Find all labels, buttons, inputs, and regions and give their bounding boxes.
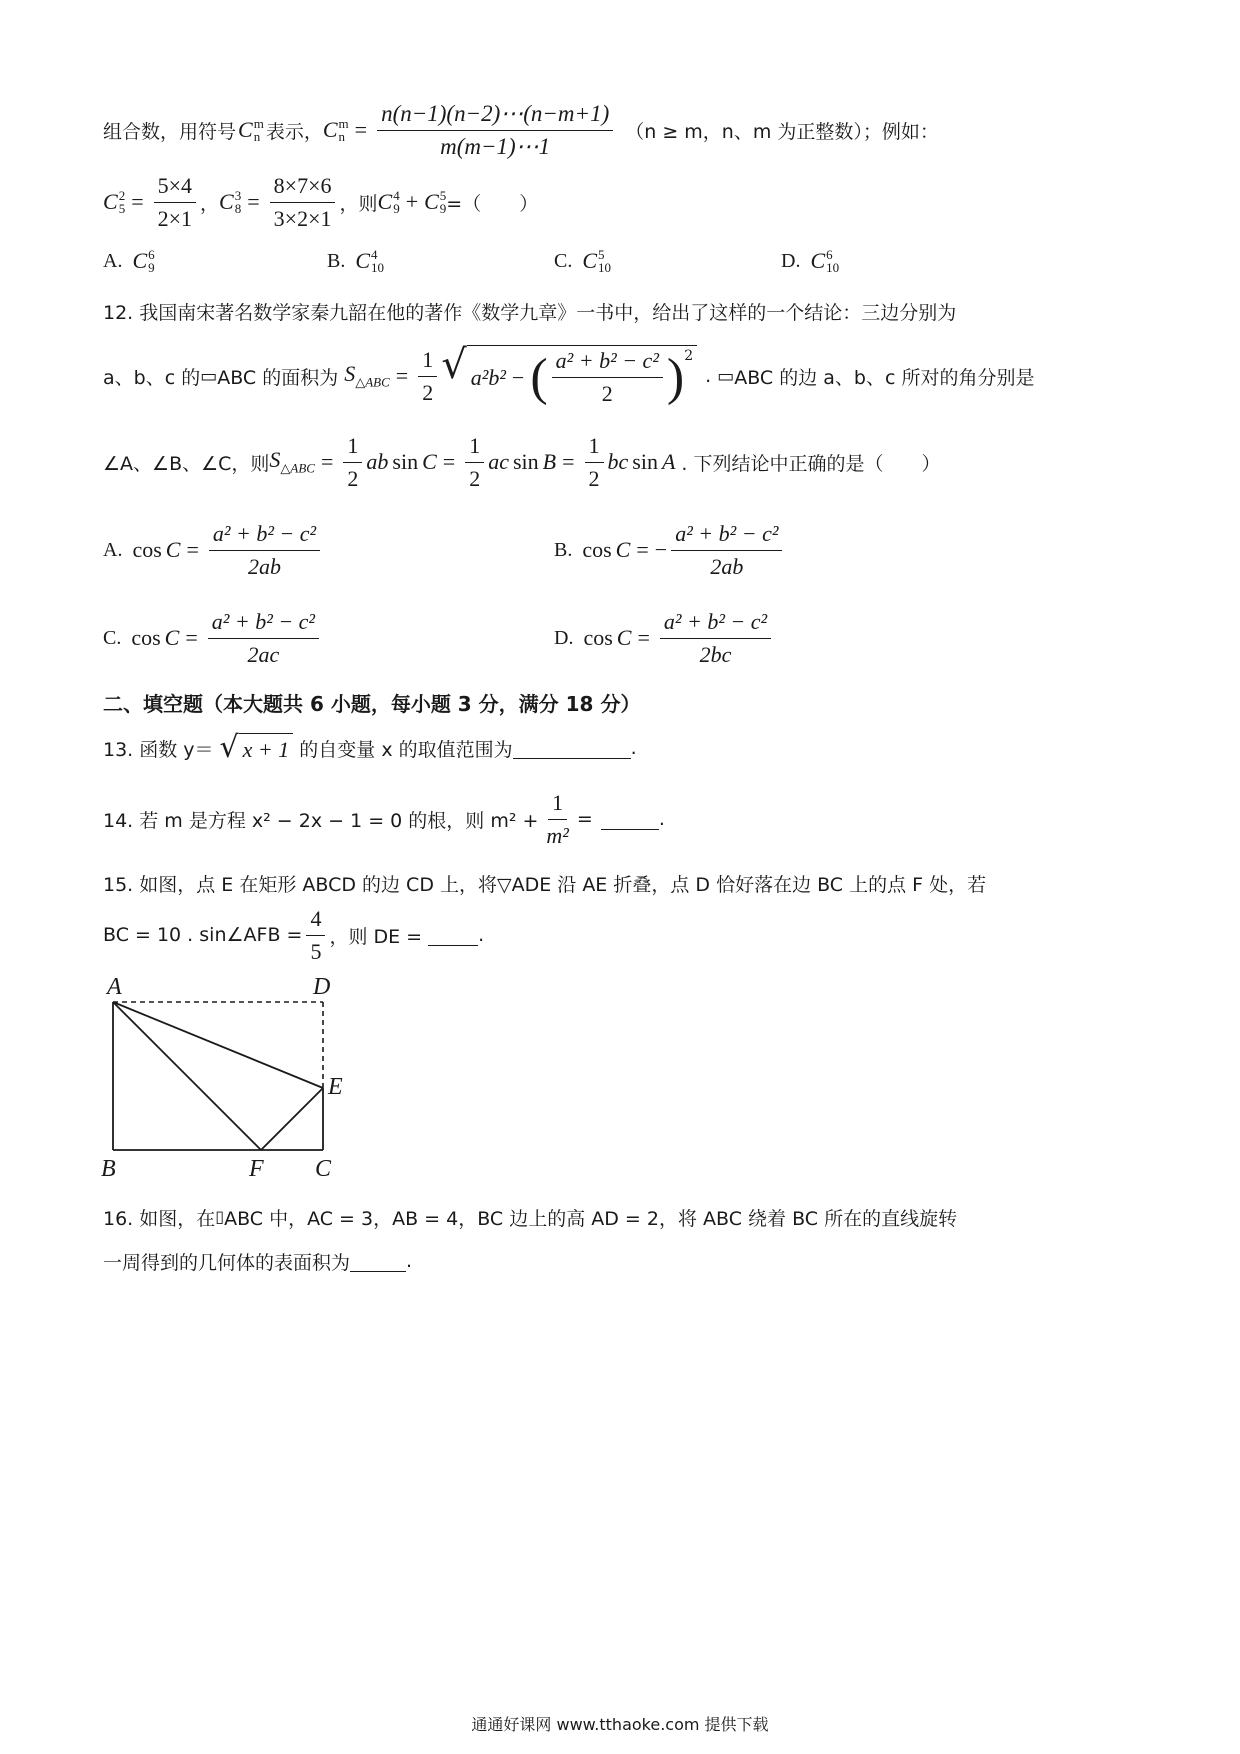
- q14-answer-blank[interactable]: [601, 809, 659, 830]
- q15-frac-num: 4: [306, 906, 325, 936]
- option-num: a² + b² − c²: [209, 521, 320, 551]
- combination-symbol-lhs: C m n: [322, 116, 349, 144]
- q12-line2: a、b、c 的 ▭ ABC 的面积为 $S_{\triangle ABC}$ = $\frac{1}{2}$ √ a²b² − ( $\frac{\text{a² + b² − c²}}{2}$ ) $^2$ . ▭ ABC 的边 a、b、c 所对的角分别是: [103, 342, 1035, 406]
- rectangle-fold-figure: [95, 970, 375, 1190]
- q11-option-c[interactable]: C. C 5 10: [554, 247, 612, 275]
- option-label: B.: [327, 249, 346, 272]
- example1-fraction: [154, 173, 196, 232]
- q13-end: .: [630, 737, 637, 759]
- option-label: C.: [103, 626, 122, 649]
- q13-text-a: 13. 函数 y＝: [103, 738, 214, 761]
- q12-line1: [103, 298, 956, 324]
- option-label: A.: [103, 249, 123, 272]
- option-sup: 6: [826, 247, 833, 262]
- option-label: B.: [554, 538, 573, 561]
- q16-text-2: 一周得到的几何体的表面积为: [103, 1251, 351, 1274]
- q15-text-2a: BC = 10 . sin∠AFB =: [103, 924, 303, 946]
- segment-fe: [261, 1088, 323, 1150]
- option-sup: 6: [148, 247, 155, 262]
- q12-line3: ∠A、∠B、∠C，则 $S_{\triangle ABC}$ = $\frac{1}{2}$ ab sin C = $\frac{1}{2}$ ac sin B = $\frac{1}{2}$ bc sin A . 下列结论中正确的是（ ）: [103, 432, 941, 491]
- c-5-2: C 2 5: [103, 188, 126, 216]
- q14-line: [103, 790, 665, 848]
- option-den: 2bc: [699, 641, 732, 667]
- q13-radicand: x + 1: [242, 736, 290, 762]
- q11-ask: ，则: [339, 192, 378, 215]
- option-sup: 5: [598, 247, 605, 262]
- c-9-5: C 5 9: [424, 188, 447, 216]
- q12-text-2d: ABC 的边 a、b、c 所对的角分别是: [734, 366, 1035, 389]
- option-label: D.: [781, 249, 801, 272]
- q11-definition-line: 组合数，用符号 C m n 表示， C m n = $\frac{n(n-1)(n-2)\cdots(n-m+1)}{m(m-1)\cdots 1}$ （n ≥ m，n、m 为正整数）；例如：: [103, 100, 939, 159]
- option-den: 2ab: [248, 553, 282, 579]
- q11-intro2: 表示，: [265, 120, 323, 143]
- q11-intro: 组合数，用符号: [103, 120, 237, 143]
- q12-text-2a: a、b、c 的: [103, 366, 201, 389]
- section-title: 二、填空题（本大题共 6 小题，每小题 3 分，满分 18 分）: [103, 691, 641, 716]
- label-f: F: [249, 1156, 264, 1182]
- q12-text-2c: .: [705, 365, 712, 387]
- q12-option-a[interactable]: A. cos C = $\frac{\text{a² + b² − c²}}{2ab}$: [103, 518, 324, 582]
- option-den: 2ab: [710, 553, 744, 579]
- formula-numerator: n(n−1)(n−2)⋯(n−m+1): [377, 101, 613, 131]
- example1-num: 5×4: [154, 173, 196, 203]
- q15-frac-den: 5: [310, 938, 322, 964]
- option-num: a² + b² − c²: [660, 609, 771, 639]
- option-sub: 10: [371, 260, 385, 275]
- option-sign: −: [654, 537, 668, 562]
- q12-option-b[interactable]: B. cos C = − $\frac{\text{a² + b² − c²}}{2ab}$: [554, 518, 786, 582]
- option-sub: 10: [826, 260, 840, 275]
- q14-end: .: [658, 808, 665, 830]
- q15-line1: [103, 870, 986, 896]
- formula-denominator: m(m−1)⋯1: [440, 133, 551, 159]
- q14-frac-num: 1: [548, 790, 567, 820]
- q16-line2: [103, 1248, 412, 1274]
- option-label: D.: [554, 626, 574, 649]
- q16-answer-blank[interactable]: [350, 1251, 406, 1272]
- q16-text-1: 16. 如图，在: [103, 1207, 216, 1230]
- label-d: D: [313, 974, 331, 1000]
- c-9-4: C 4 9: [377, 188, 400, 216]
- option-sub: 9: [148, 260, 155, 275]
- q11-ask-end: =（ ）: [446, 192, 539, 215]
- q16-line1: 16. 如图，在 ▯ ABC 中，AC = 3，AB = 4，BC 边上的高 AD = 2，将 ABC 绕着 BC 所在的直线旋转: [103, 1204, 957, 1230]
- label-c: C: [315, 1156, 332, 1182]
- q16-text-1b: ABC 中，AC = 3，AB = 4，BC 边上的高 AD = 2，将 ABC 绕着 BC 所在的直线旋转: [224, 1207, 958, 1230]
- q15-text-1: 15. 如图，点 E 在矩形 ABCD 的边 CD 上，将▽ADE 沿 AE 折叠，点 D 恰好落在边 BC 上的点 F 处，若: [103, 873, 987, 896]
- q12-text-3a: ∠A、∠B、∠C，则: [103, 452, 270, 475]
- q13-answer-blank[interactable]: [513, 738, 631, 759]
- option-sup: 4: [371, 247, 378, 262]
- example2-fraction: [270, 173, 336, 232]
- segment-ae: [113, 1002, 323, 1088]
- segment-af: [113, 1002, 261, 1150]
- q16-end: .: [406, 1250, 413, 1272]
- combination-symbol: C m n: [238, 116, 264, 144]
- section-heading: [103, 688, 640, 716]
- q12-text-3b: . 下列结论中正确的是（ ）: [681, 452, 941, 475]
- label-b: B: [101, 1156, 116, 1182]
- q12-option-d[interactable]: D. cos C = $\frac{\text{a² + b² − c²}}{2bc}$: [554, 606, 775, 670]
- q12-option-c[interactable]: C. cos C = $\frac{\text{a² + b² − c²}}{2ac}$: [103, 606, 323, 670]
- q12-text-1: 12. 我国南宋著名数学家秦九韶在他的著作《数学九章》一书中，给出了这样的一个结论：三边分别为: [103, 301, 957, 324]
- option-den: 2ac: [247, 641, 280, 667]
- q11-condition: （n ≥ m，n、m 为正整数）；例如：: [625, 120, 939, 143]
- example2-num: 8×7×6: [270, 173, 336, 203]
- q11-option-d[interactable]: D. C 6 10: [781, 247, 840, 275]
- q14-frac-den: m²: [546, 822, 569, 848]
- option-num: a² + b² − c²: [671, 521, 782, 551]
- label-a: A: [107, 974, 122, 1000]
- q13-line: [103, 728, 637, 768]
- c-8-3: C 3 8: [219, 188, 242, 216]
- example2-den: 3×2×1: [273, 205, 332, 231]
- option-label: C.: [554, 249, 573, 272]
- combination-formula: [377, 101, 613, 160]
- option-num: a² + b² − c²: [208, 609, 319, 639]
- q15-end: .: [478, 924, 485, 946]
- option-sub: 10: [598, 260, 612, 275]
- q15-answer-blank[interactable]: [428, 925, 478, 946]
- q11-option-b[interactable]: B. C 4 10: [327, 247, 385, 275]
- qin-formula-sqrt: √ a²b² − ( $\frac{\text{a² + b² − c²}}{2}$ ) $^2$: [441, 345, 697, 407]
- q13-sqrt: √ x + 1: [220, 733, 294, 763]
- q15-line2: [103, 906, 484, 964]
- example1-den: 2×1: [157, 205, 193, 231]
- q15-text-2b: ，则 DE =: [329, 925, 423, 948]
- q11-examples-line: C 2 5 = $\frac{5\times 4}{2\times 1}$ ， C 3 8 = $\frac{8\times 7\times 6}{3\times 2\times 1}$ ，则 C 4 9 + C 5 9 =（ ）: [103, 172, 539, 231]
- q12-text-2b: ABC 的面积为: [217, 366, 339, 389]
- label-e: E: [328, 1074, 343, 1100]
- q13-text-b: 的自变量 x 的取值范围为: [299, 738, 513, 761]
- q14-text-b: =: [576, 808, 593, 830]
- option-label: A.: [103, 538, 123, 561]
- page-footer: 通通好课网 www.tthaoke.com 提供下载: [471, 1715, 769, 1734]
- q11-option-a[interactable]: A. C 6 9: [103, 247, 155, 275]
- q14-text-a: 14. 若 m 是方程 x² − 2x − 1 = 0 的根，则 m² +: [103, 809, 539, 832]
